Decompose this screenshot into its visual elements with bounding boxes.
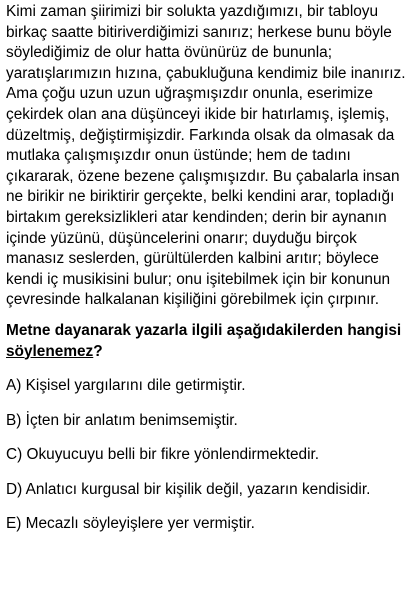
question-emphasis: söylenemez	[6, 342, 94, 360]
option-a[interactable]: A) Kişisel yargılarını dile getirmiştir.	[6, 377, 246, 395]
option-c[interactable]: C) Okuyucuyu belli bir fikre yönlendirmektedir.	[6, 446, 320, 464]
answer-options	[6, 376, 414, 535]
option-d[interactable]: D) Anlatıcı kurgusal bir kişilik değil, yazarın kendisidir.	[6, 480, 371, 498]
option-b[interactable]: B) İçten bir anlatım benimsemiştir.	[6, 411, 238, 429]
option-e[interactable]: E) Mecazlı söyleyişlere yer vermiştir.	[6, 515, 255, 533]
question-mark: ?	[93, 342, 103, 360]
question-text: Metne dayanarak yazarla ilgili aşağıdakilerden hangisi	[6, 321, 402, 339]
question-stem	[6, 321, 414, 362]
reading-passage: Kimi zaman şiirimizi bir solukta yazdığımızı, bir tabloyu birkaç saatte bitiriverdiğimizi sanırız; herkese bunu böyle söylediğimiz de olur hatta övünürüz de bununla; yaratışlarımızın hızına, çabukluğuna kendimiz bile inanırız. Ama çoğu uzun uzun uğraşmışızdır onunla, eserimize çekirdek olan ana düşünceyi ikide bir hatırlamış, işlemiş, düzeltmiş, değiştirmişizdir. Farkında olsak da olmasak da mutlaka çalışmışızdır onun üstünde; hem de tadını çıkararak, özene bezene çalışmışızdır. Bu çabalarla insan ne birikir ne biriktirir gerçekte, belki kendini arar, topladığı birtakım gereksizlikleri atar kendinden; derin bir aynanın içinde yüzünü, düşüncelerini onarır; duyduğu birçok manasız seslerden, gürültülerden kalbini arıtır; böylece kendi iç musikisini bulur; onu işitebilmek için bir konunun çevresinde halkalanan kişiliğini görebilmek için çırpınır.	[6, 3, 406, 309]
